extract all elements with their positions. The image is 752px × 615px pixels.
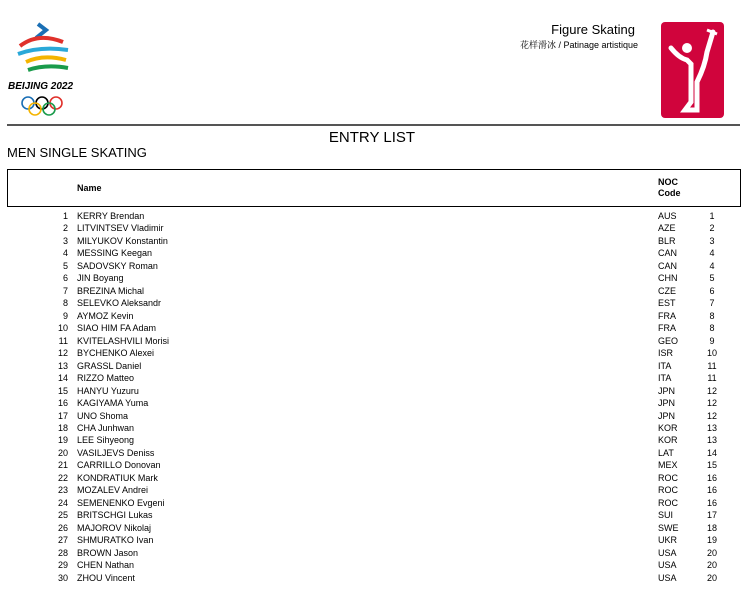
table-row (0, 497, 752, 509)
column-header-name: Name (77, 183, 102, 193)
noc: ROC (658, 472, 678, 483)
noc: CHN (658, 273, 678, 284)
table-row (0, 285, 752, 297)
noc: USA (658, 547, 677, 558)
noc-code: 13 (706, 422, 717, 433)
noc-code: 3 (709, 235, 715, 246)
entry-number: 18 (57, 422, 68, 433)
athlete-name: ZHOU Vincent (77, 572, 135, 583)
noc: CZE (658, 285, 676, 296)
athlete-name: MAJOROV Nikolaj (77, 522, 152, 533)
entry-number: 6 (62, 273, 68, 284)
noc-code: 11 (707, 360, 717, 371)
entry-number: 19 (57, 435, 68, 446)
noc-code: 20 (706, 572, 717, 583)
table-row (0, 397, 752, 409)
entry-number: 5 (62, 260, 68, 271)
table-row (0, 335, 752, 347)
noc-code: 15 (706, 460, 717, 471)
noc: USA (658, 572, 677, 583)
table-row (0, 472, 752, 484)
table-row (0, 547, 752, 559)
athlete-name: KONDRATIUK Mark (77, 472, 158, 483)
athlete-name: BRITSCHGI Lukas (77, 510, 153, 521)
table-row (0, 372, 752, 384)
noc-code: 13 (706, 435, 717, 446)
table-row (0, 434, 752, 446)
noc-header-line1: NOC (658, 177, 678, 187)
table-row (0, 534, 752, 546)
athlete-name: SADOVSKY Roman (77, 260, 158, 271)
sport-title: Figure Skating (551, 22, 635, 37)
athlete-name: UNO Shoma (77, 410, 129, 421)
logo-text: BEIJING 2022 (8, 81, 74, 92)
beijing-2022-logo (8, 20, 88, 120)
entry-number: 8 (62, 298, 68, 309)
noc: USA (658, 560, 677, 571)
table-row (0, 360, 752, 372)
noc: FRA (658, 323, 676, 334)
noc-code: 17 (706, 510, 717, 521)
athlete-name: HANYU Yuzuru (77, 385, 139, 396)
athlete-name: CARRILLO Donovan (77, 460, 161, 471)
noc: ROC (658, 485, 678, 496)
entry-number: 29 (57, 560, 68, 571)
noc-code: 18 (706, 522, 717, 533)
entry-number: 16 (57, 398, 68, 409)
noc: UKR (658, 535, 678, 546)
table-row (0, 260, 752, 272)
noc: MEX (658, 460, 678, 471)
noc: FRA (658, 310, 676, 321)
noc-code: 14 (706, 447, 717, 458)
entry-number: 20 (57, 447, 68, 458)
noc: SWE (658, 522, 679, 533)
table-row (0, 410, 752, 422)
noc: ISR (658, 348, 674, 359)
noc-code: 4 (709, 260, 715, 271)
document-title: ENTRY LIST (328, 129, 416, 146)
entry-number: 28 (57, 547, 68, 558)
entry-number: 3 (62, 235, 68, 246)
noc: BLR (658, 235, 676, 246)
athlete-name: VASILJEVS Deniss (77, 447, 155, 458)
entry-number: 17 (57, 410, 68, 421)
athlete-name: CHEN Nathan (77, 560, 135, 571)
entry-number: 9 (62, 310, 68, 321)
table-header (7, 169, 741, 207)
noc-code: 20 (706, 560, 717, 571)
entry-number: 7 (62, 285, 68, 296)
athlete-name: SELEVKO Aleksandr (77, 298, 162, 309)
entry-table (0, 210, 752, 584)
entry-number: 30 (57, 572, 68, 583)
entry-number: 2 (62, 223, 68, 234)
column-header-noc-code (658, 177, 681, 199)
noc: CAN (658, 248, 678, 259)
noc: KOR (658, 435, 678, 446)
sport-subtitle: 花样滑冰 / Patinage artistique (519, 40, 638, 50)
table-row (0, 272, 752, 284)
noc-code: 16 (706, 472, 717, 483)
athlete-name: SHMURATKO Ivan (77, 535, 154, 546)
noc-code: 12 (706, 385, 717, 396)
noc: AUS (658, 211, 677, 221)
noc: ROC (658, 497, 678, 508)
noc-header-line2: Code (658, 188, 681, 198)
entry-number: 26 (57, 522, 68, 533)
table-row (0, 222, 752, 234)
entry-number: 21 (57, 460, 68, 471)
athlete-name: KVITELASHVILI Morisi (77, 335, 170, 346)
entry-number: 27 (57, 535, 68, 546)
athlete-name: MILYUKOV Konstantin (77, 235, 168, 246)
table-row (0, 322, 752, 334)
entry-number: 12 (57, 348, 68, 359)
table-row (0, 235, 752, 247)
athlete-name: BYCHENKO Alexei (77, 348, 155, 359)
noc: GEO (658, 335, 679, 346)
noc: CAN (658, 260, 678, 271)
athlete-name: MESSING Keegan (77, 248, 153, 259)
entry-number: 1 (62, 211, 68, 221)
table-row (0, 310, 752, 322)
entry-number: 15 (57, 385, 68, 396)
table-row (0, 509, 752, 521)
table-row (0, 422, 752, 434)
entry-number: 10 (57, 323, 68, 334)
noc-code: 8 (709, 310, 715, 321)
table-row (0, 385, 752, 397)
noc-code: 9 (709, 335, 715, 346)
noc: JPN (658, 398, 676, 409)
entry-number: 24 (57, 497, 68, 508)
athlete-name: KAGIYAMA Yuma (77, 398, 149, 409)
athlete-name: JIN Boyang (77, 273, 124, 284)
table-row (0, 459, 752, 471)
table-row (0, 447, 752, 459)
entry-number: 14 (57, 373, 68, 384)
noc-code: 10 (706, 348, 717, 359)
noc-code: 4 (709, 248, 715, 259)
athlete-name: KERRY Brendan (77, 211, 145, 221)
athlete-name: AYMOZ Kevin (77, 310, 134, 321)
table-row (0, 484, 752, 496)
table-row (0, 347, 752, 359)
event-name: MEN SINGLE SKATING (7, 145, 147, 160)
noc: AZE (658, 223, 676, 234)
noc-code: 11 (707, 373, 717, 384)
table-row (0, 297, 752, 309)
athlete-name: BREZINA Michal (77, 285, 145, 296)
table-row (0, 559, 752, 571)
entry-number: 25 (57, 510, 68, 521)
athlete-name: SEMENENKO Evgeni (77, 497, 165, 508)
table-row (0, 247, 752, 259)
athlete-name: CHA Junhwan (77, 422, 135, 433)
noc-code: 12 (706, 410, 717, 421)
athlete-name: MOZALEV Andrei (77, 485, 149, 496)
noc: JPN (658, 385, 676, 396)
athlete-name: GRASSL Daniel (77, 360, 142, 371)
table-row (0, 210, 752, 222)
noc-code: 7 (709, 298, 715, 309)
noc: LAT (658, 447, 674, 458)
table-row (0, 522, 752, 534)
noc: ITA (658, 360, 672, 371)
entry-number: 11 (58, 335, 68, 346)
figure-skating-pictogram-icon (661, 22, 724, 118)
noc: KOR (658, 422, 678, 433)
entry-number: 23 (57, 485, 68, 496)
noc: EST (658, 298, 676, 309)
noc: ITA (658, 373, 672, 384)
table-row (0, 572, 752, 584)
noc-code: 5 (709, 273, 715, 284)
entry-number: 4 (62, 248, 68, 259)
entry-number: 22 (57, 472, 68, 483)
noc-code: 16 (706, 497, 717, 508)
athlete-name: LITVINTSEV Vladimir (77, 223, 164, 234)
athlete-name: LEE Sihyeong (77, 435, 135, 446)
athlete-name: BROWN Jason (77, 547, 139, 558)
entry-number: 13 (57, 360, 68, 371)
noc-code: 20 (706, 547, 717, 558)
noc: JPN (658, 410, 676, 421)
noc-code: 16 (706, 485, 717, 496)
athlete-name: RIZZO Matteo (77, 373, 135, 384)
noc-code: 19 (706, 535, 717, 546)
noc-code: 6 (709, 285, 715, 296)
header-divider (7, 124, 740, 126)
noc-code: 2 (709, 223, 715, 234)
noc: SUI (658, 510, 674, 521)
athlete-name: SIAO HIM FA Adam (77, 323, 157, 334)
noc-code: 12 (706, 398, 717, 409)
noc-code: 1 (709, 211, 715, 221)
noc-code: 8 (709, 323, 715, 334)
